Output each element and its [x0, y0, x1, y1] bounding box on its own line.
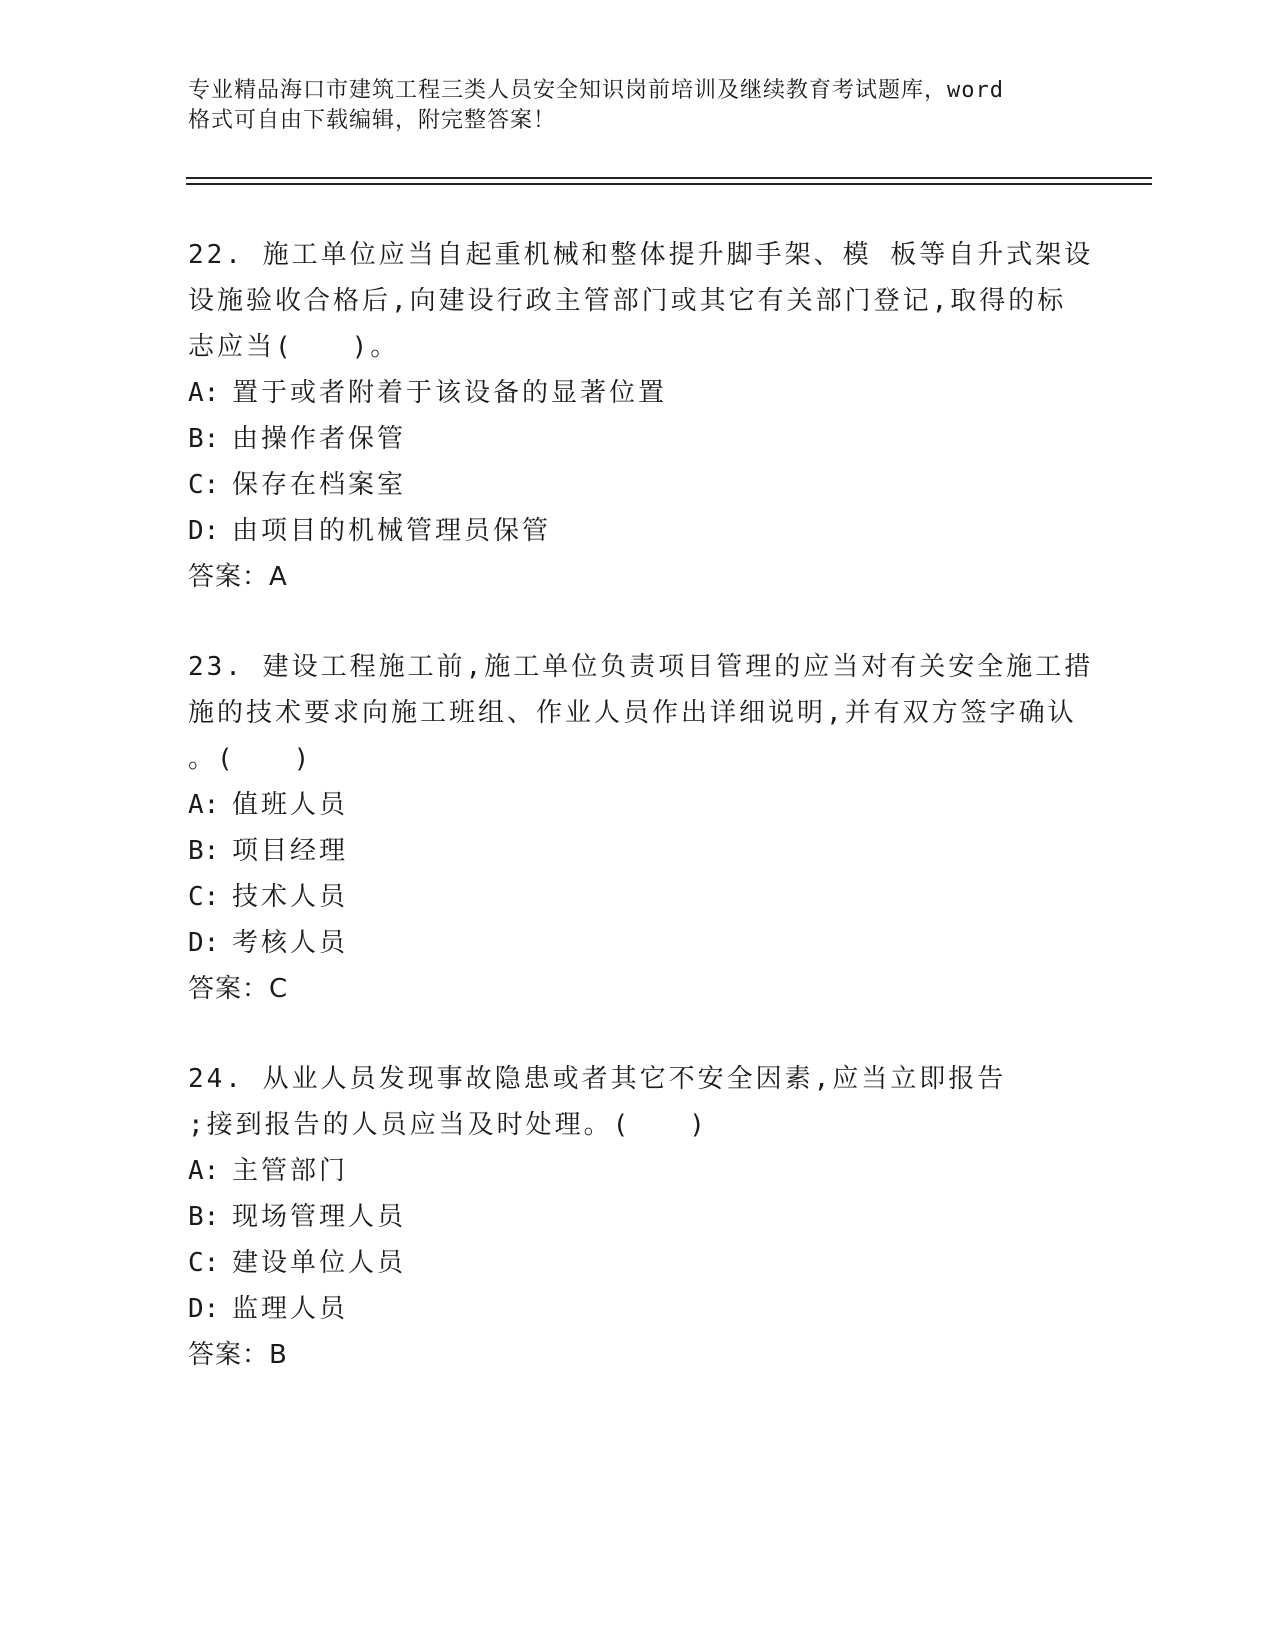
- option-text: 保存在档案室: [232, 470, 407, 500]
- option-c: [188, 1240, 1088, 1286]
- option-b: [188, 1194, 1088, 1240]
- option-d: [188, 508, 1088, 554]
- option-a: [188, 782, 1088, 828]
- option-c: [188, 874, 1088, 920]
- option-letter: B:: [188, 1202, 220, 1232]
- option-text: 项目经理: [232, 836, 349, 866]
- question-24: [188, 1056, 1088, 1378]
- answer-line: 答案：B: [188, 1340, 288, 1370]
- option-letter: D:: [188, 1294, 220, 1324]
- option-b: [188, 828, 1088, 874]
- option-d: [188, 920, 1088, 966]
- option-text: 置于或者附着于该设备的显著位置: [232, 378, 668, 408]
- option-text: 技术人员: [232, 882, 349, 912]
- option-text: 由操作者保管: [232, 424, 407, 454]
- header-line-1: 专业精品海口市建筑工程三类人员安全知识岗前培训及继续教育考试题库，word: [188, 78, 1004, 103]
- option-letter: C:: [188, 882, 220, 912]
- option-letter: A:: [188, 1156, 220, 1186]
- option-a: [188, 370, 1088, 416]
- question-text-line: 施的技术要求向施工班组、作业人员作出详细说明,并有双方签字确认: [188, 698, 1077, 728]
- question-text-line: 。( ): [188, 744, 313, 774]
- option-letter: A:: [188, 378, 220, 408]
- option-letter: C:: [188, 470, 220, 500]
- question-text-line: 设施验收合格后,向建设行政主管部门或其它有关部门登记,取得的标: [188, 286, 1067, 316]
- answer-line: 答案：A: [188, 562, 288, 592]
- question-23: [188, 644, 1094, 1012]
- option-text: 主管部门: [232, 1156, 349, 1186]
- question-text-line: 志应当( )。: [188, 332, 400, 362]
- option-letter: D:: [188, 516, 220, 546]
- option-letter: B:: [188, 424, 220, 454]
- option-d: [188, 1286, 1088, 1332]
- header-divider-bottom: [186, 183, 1152, 185]
- question-text-line: 23. 建设工程施工前,施工单位负责项目管理的应当对有关安全施工措: [188, 652, 1094, 682]
- option-c: [188, 462, 1088, 508]
- document-header: [188, 76, 1068, 136]
- question-22: [188, 232, 1094, 600]
- header-line-2: 格式可自由下载编辑，附完整答案！: [188, 108, 557, 133]
- option-a: [188, 1148, 1088, 1194]
- option-text: 建设单位人员: [232, 1248, 407, 1278]
- option-text: 考核人员: [232, 928, 349, 958]
- option-text: 监理人员: [232, 1294, 349, 1324]
- question-text-line: 24. 从业人员发现事故隐患或者其它不安全因素,应当立即报告: [188, 1064, 1007, 1094]
- option-text: 由项目的机械管理员保管: [232, 516, 552, 546]
- option-text: 值班人员: [232, 790, 349, 820]
- option-letter: D:: [188, 928, 220, 958]
- option-letter: C:: [188, 1248, 220, 1278]
- option-b: [188, 416, 1088, 462]
- header-divider-top: [186, 177, 1152, 179]
- option-text: 现场管理人员: [232, 1202, 407, 1232]
- answer-line: 答案：C: [188, 974, 289, 1004]
- question-text-line: 22. 施工单位应当自起重机械和整体提升脚手架、模 板等自升式架设: [188, 240, 1094, 270]
- question-text-line: ;接到报告的人员应当及时处理。( ): [188, 1110, 708, 1140]
- option-letter: B:: [188, 836, 220, 866]
- option-letter: A:: [188, 790, 220, 820]
